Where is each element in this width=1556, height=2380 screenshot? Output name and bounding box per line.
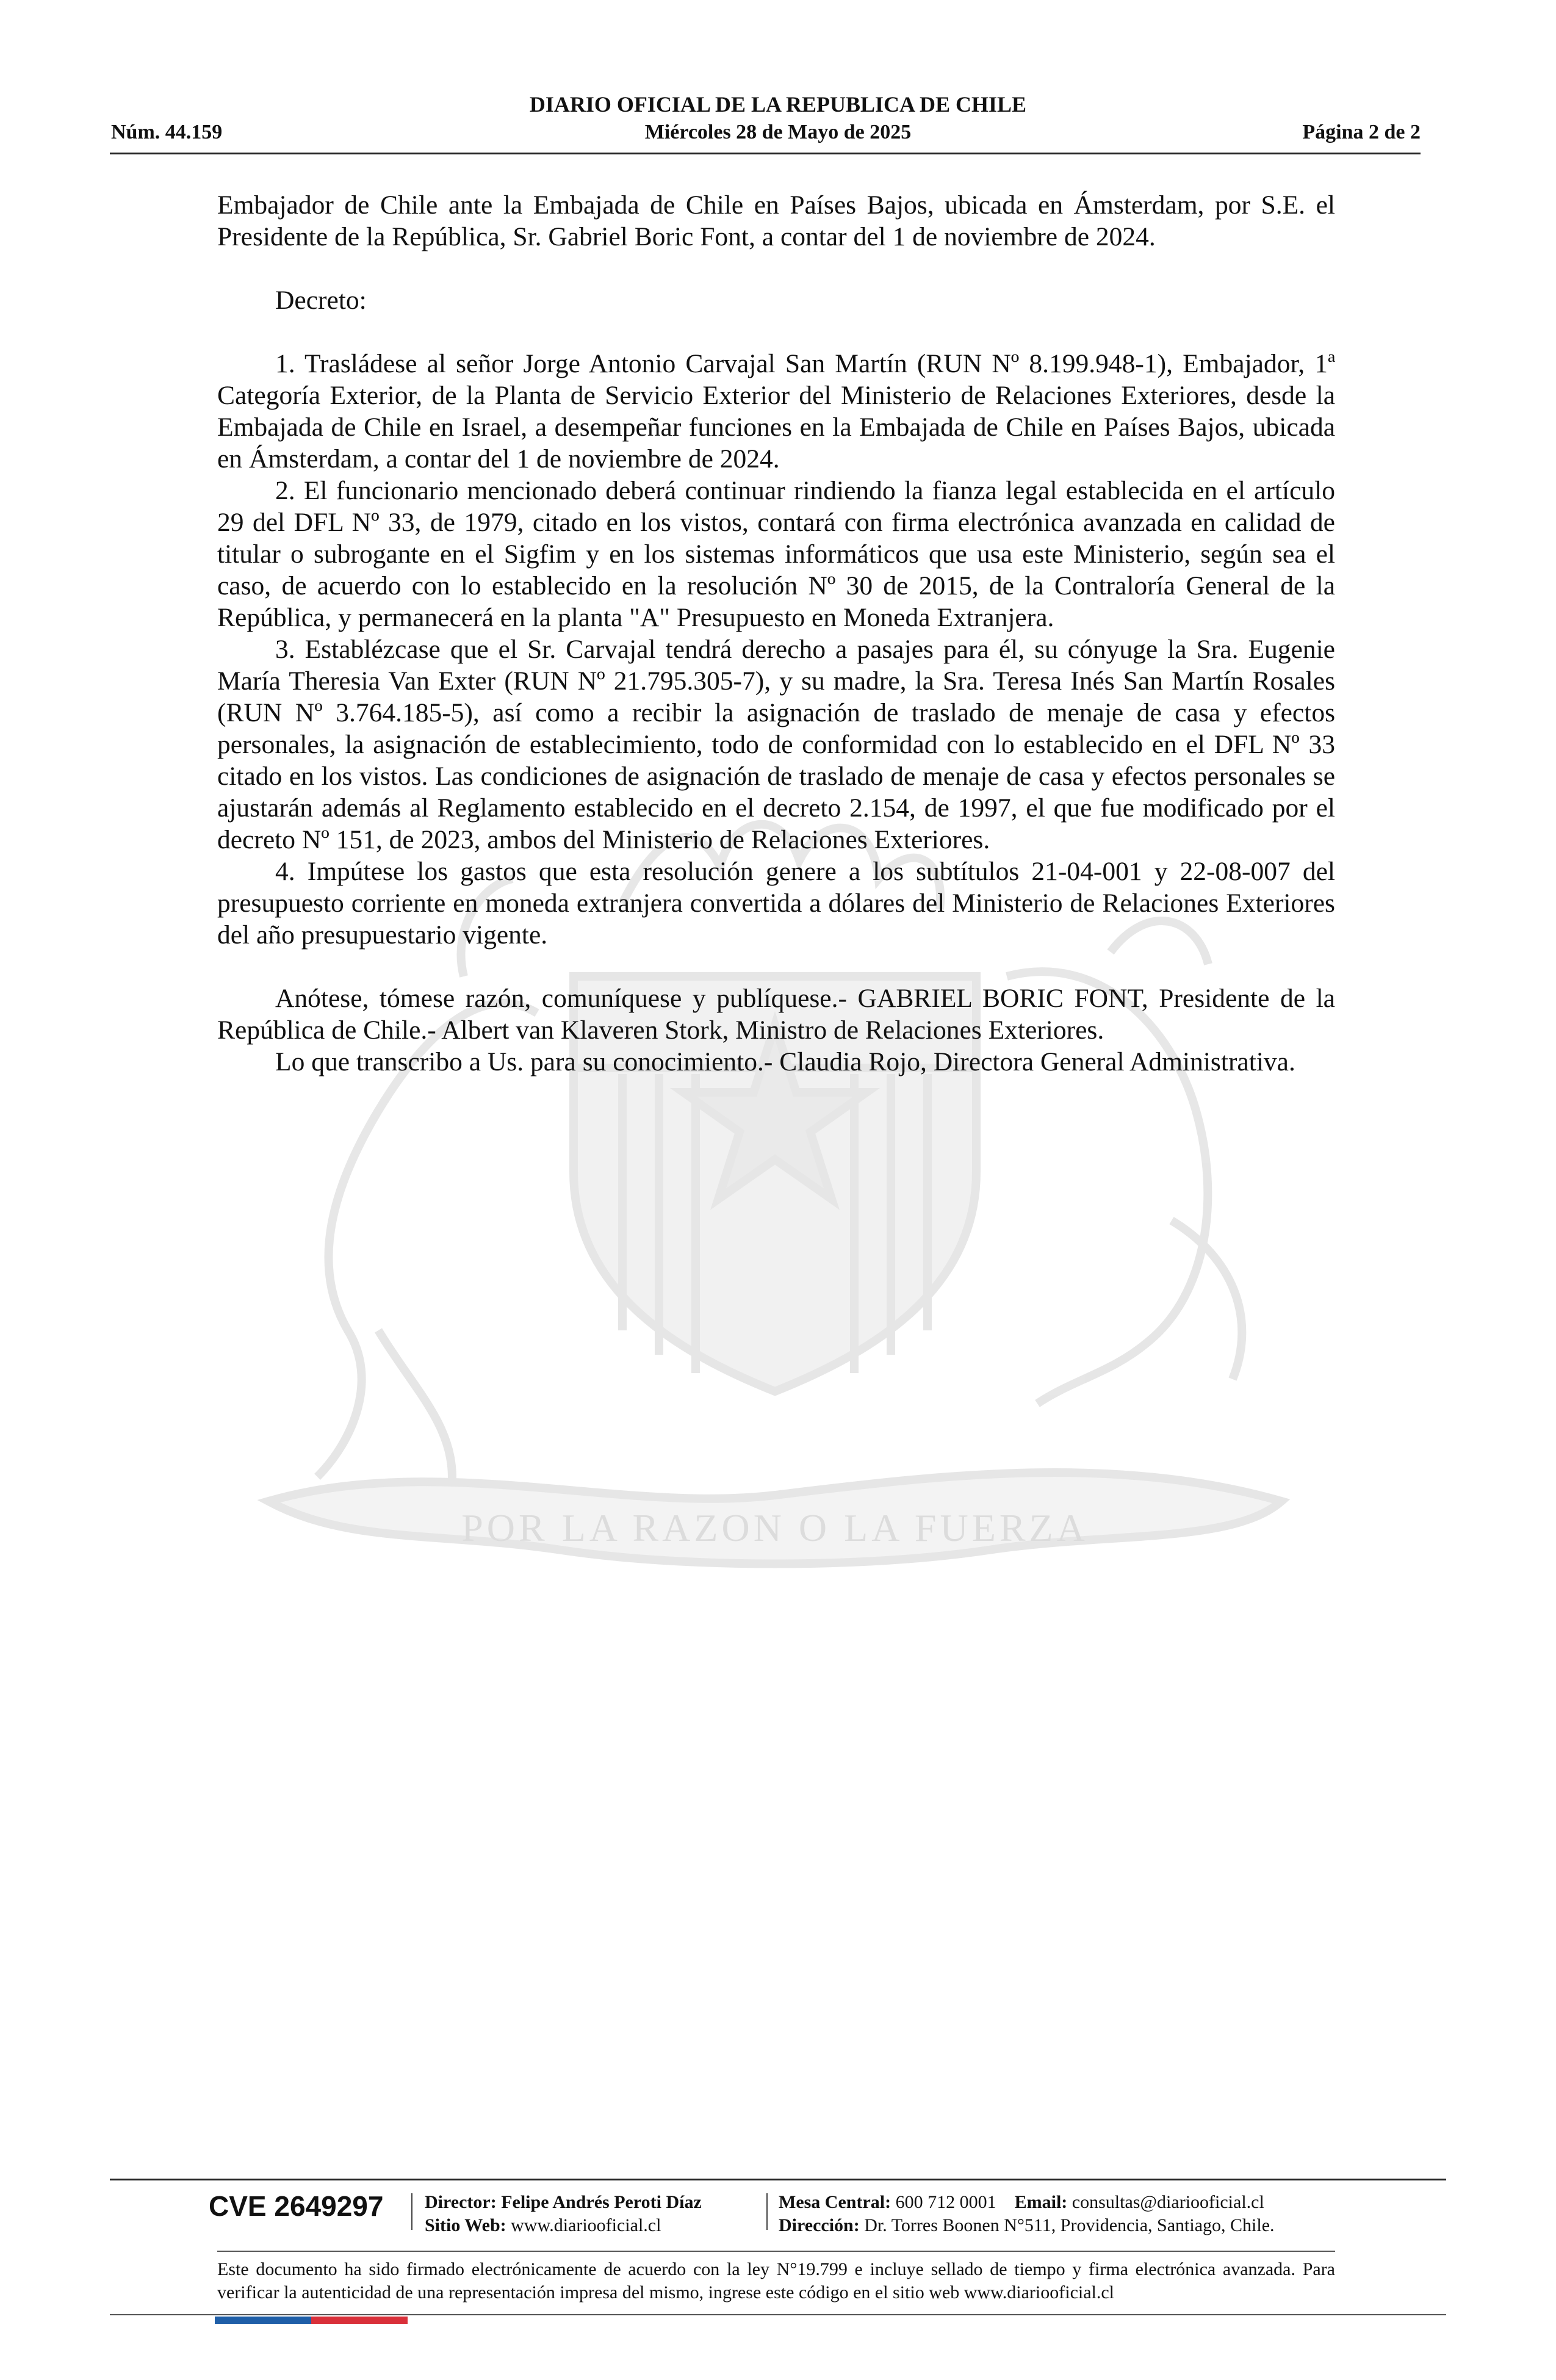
paragraph-signatures: Anótese, tómese razón, comuníquese y publíquese.- GABRIEL BORIC FONT, Presidente de la República de Chile.- Albert van Klaveren Stork, Ministro de Relaciones Exteriores. — [217, 984, 1335, 1045]
issue-date: Miércoles 28 de Mayo de 2025 — [644, 121, 912, 143]
footer-top-rule — [110, 2179, 1446, 2180]
paragraph-article-2: 2. El funcionario mencionado deberá continuar rindiendo la fianza legal establecida en el artículo 29 del DFL Nº 33, de 1979, citado en los vistos, contará con firma electrónica avanzada en calidad de titular o subrogante en el Sigfim y en los sistemas informáticos que usa este Ministerio, según sea el caso, de acuerdo con lo establecido en la resolución Nº 30 de 2015, de la Contraloría General de la República, y permanecerá en la planta "A" Presupuesto en Moneda Extranjera. — [217, 476, 1335, 632]
address-label: Dirección: — [779, 2215, 860, 2235]
director-label: Director: — [425, 2192, 497, 2212]
paragraph-article-3: 3. Establézcase que el Sr. Carvajal tendrá derecho a pasajes para él, su cónyuge la Sra. Eugenie María Theresia Van Exter (RUN Nº 21.795.305-7), y su madre, la Sra. Teresa Inés San Martín Rosales (RUN Nº 3.764.185-5), así como a recibir la asignación de traslado de menaje de casa y efectos personales, la asignación de establecimiento, todo de conformidad con lo establecido en el DFL Nº 33 citado en los vistos. Las condiciones de asignación de traslado de menaje de casa y efectos personales se ajustarán además al Reglamento establecido en el decreto 2.154, de 1997, el que fue modificado por el decreto Nº 151, de 2023, ambos del Ministerio de Relaciones Exteriores. — [217, 635, 1335, 854]
flag-blue-segment — [215, 2317, 311, 2324]
flag-stripe — [215, 2317, 408, 2324]
site-label: Sitio Web: — [425, 2215, 506, 2235]
header-divider — [110, 153, 1421, 154]
footer-director-block — [425, 2191, 702, 2237]
mesa-label: Mesa Central: — [779, 2192, 891, 2212]
address-value: Dr. Torres Boonen N°511, Providencia, Santiago, Chile. — [864, 2215, 1275, 2235]
signature-note: Este documento ha sido firmado electrónicamente de acuerdo con la ley N°19.799 e incluye sellado de tiempo y firma electrónica avanzada. Para verificar la autenticidad de una representación impresa del mismo, ingrese este código en el sitio web www.diariooficial.cl — [217, 2259, 1335, 2302]
cve-code: CVE 2649297 — [209, 2190, 384, 2222]
issue-number: Núm. 44.159 — [111, 121, 223, 143]
mesa-phone: 600 712 0001 — [895, 2192, 996, 2212]
flag-red-segment — [311, 2317, 408, 2324]
publication-title: DIARIO OFICIAL DE LA REPUBLICA DE CHILE — [529, 92, 1027, 117]
paragraph-decreto: Decreto: — [275, 286, 367, 315]
watermark-motto: POR LA RAZON O LA FUERZA — [461, 1506, 1089, 1549]
document-body — [217, 189, 1335, 1078]
paragraph-article-4: 4. Impútese los gastos que esta resolución genere a los subtítulos 21-04-001 y 22-08-007 del presupuesto corriente en moneda extranjera convertida a dólares del Ministerio de Relaciones Exteriores del año presupuestario vigente. — [217, 857, 1335, 950]
paragraph-transcription: Lo que transcribo a Us. para su conocimiento.- Claudia Rojo, Directora General Administrativa. — [275, 1047, 1295, 1076]
email-link[interactable]: consultas@diariooficial.cl — [1072, 2192, 1264, 2212]
footer-bottom-rule — [110, 2314, 1446, 2315]
footer-contact-block — [779, 2191, 1275, 2237]
email-label: Email: — [1014, 2192, 1068, 2212]
footer-middle-rule — [217, 2251, 1335, 2252]
footer-separator — [766, 2193, 768, 2230]
site-link[interactable]: www.diariooficial.cl — [511, 2215, 661, 2235]
director-name: Felipe Andrés Peroti Díaz — [501, 2192, 702, 2212]
footer-separator — [411, 2193, 412, 2230]
page-indicator: Página 2 de 2 — [1302, 121, 1421, 143]
paragraph-article-1: 1. Trasládese al señor Jorge Antonio Carvajal San Martín (RUN Nº 8.199.948-1), Embajador, 1ª Categoría Exterior, de la Planta de Servicio Exterior del Ministerio de Relaciones Exteriores, desde la Embajada de Chile en Israel, a desempeñar funciones en la Embajada de Chile en Países Bajos, ubicada en Ámsterdam, a contar del 1 de noviembre de 2024. — [217, 349, 1335, 474]
paragraph-intro: Embajador de Chile ante la Embajada de Chile en Países Bajos, ubicada en Ámsterdam, por S.E. el Presidente de la República, Sr. Gabriel Boric Font, a contar del 1 de noviembre de 2024. — [217, 190, 1335, 251]
